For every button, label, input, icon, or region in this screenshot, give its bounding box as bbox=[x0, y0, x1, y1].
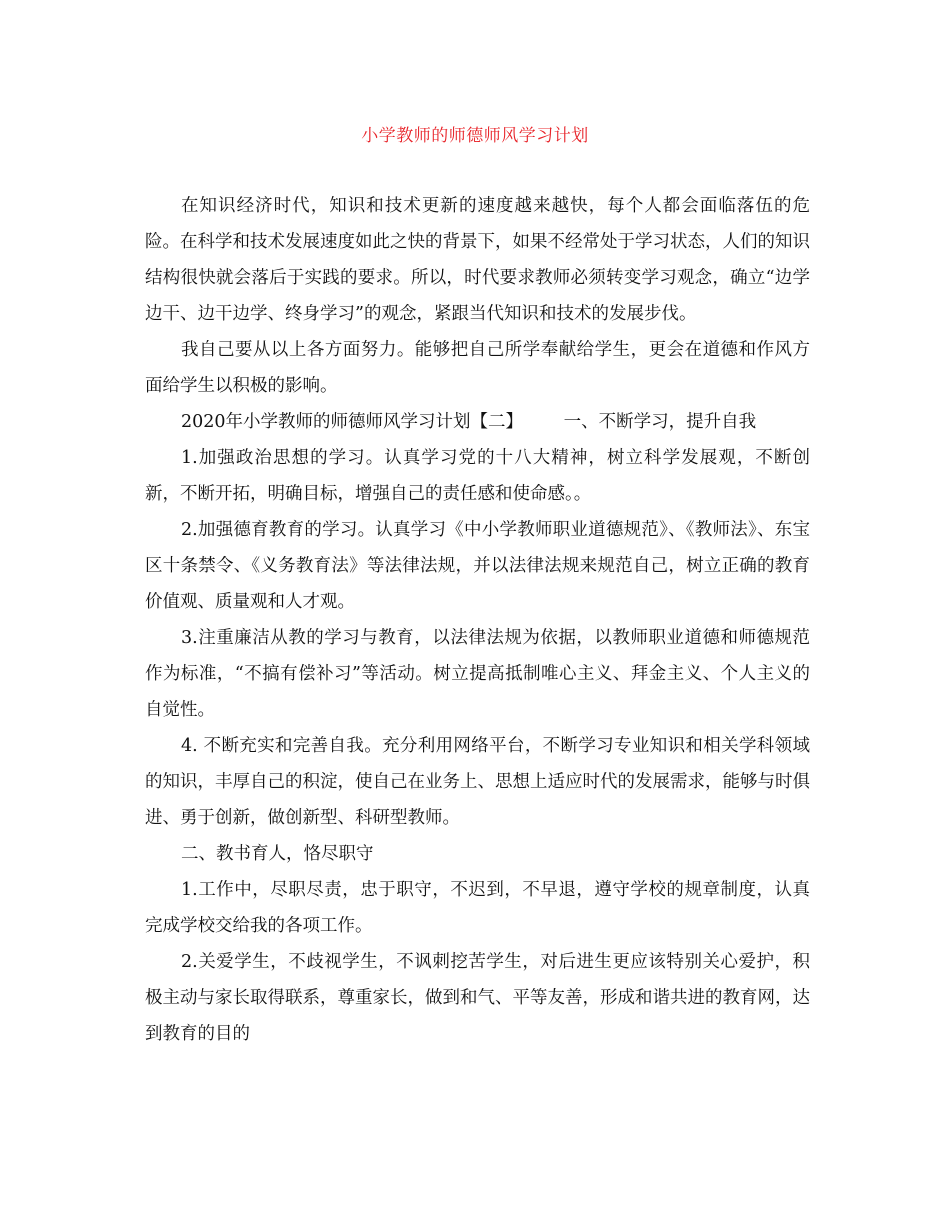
document-body bbox=[145, 188, 810, 1052]
paragraph: 4. 不断充实和完善自我。充分利用网络平台，不断学习专业知识和相关学科领域的知识，丰厚自己的积淀，使自己在业务上、思想上适应时代的发展需求，能够与时俱进、勇于创新，做创新型、科研型教师。 bbox=[145, 736, 810, 828]
paragraph: 1.工作中，尽职尽责，忠于职守，不迟到，不早退，遵守学校的规章制度，认真完成学校交给我的各项工作。 bbox=[145, 880, 810, 936]
paragraph: 在知识经济时代，知识和技术更新的速度越来越快，每个人都会面临落伍的危险。在科学和技术发展速度如此之快的背景下，如果不经常处于学习状态，人们的知识结构很快就会落后于实践的要求。所以，时代要求教师必须转变学习观念，确立“边学边干、边干边学、终身学习”的观念，紧跟当代知识和技术的发展步伐。 bbox=[145, 196, 810, 324]
paragraph: 2.加强德育教育的学习。认真学习《中小学教师职业道德规范》、《教师法》、东宝区十条禁令、《义务教育法》等法律法规，并以法律法规来规范自己，树立正确的教育价值观、质量观和人才观。 bbox=[145, 520, 810, 612]
paragraph: 我自己要从以上各方面努力。能够把自己所学奉献给学生，更会在道德和作风方面给学生以积极的影响。 bbox=[145, 340, 810, 396]
section-heading: 二、教书育人，恪尽职守 bbox=[181, 844, 374, 864]
paragraph: 3.注重廉洁从教的学习与教育，以法律法规为依据，以教师职业道德和师德规范作为标准，“不搞有偿补习”等活动。树立提高抵制唯心主义、拜金主义、个人主义的自觉性。 bbox=[145, 628, 810, 720]
paragraph: 1.加强政治思想的学习。认真学习党的十八大精神，树立科学发展观，不断创新，不断开拓，明确目标，增强自己的责任感和使命感。。 bbox=[145, 448, 810, 504]
paragraph: 2.关爱学生，不歧视学生，不讽刺挖苦学生，对后进生更应该特别关心爱护，积极主动与家长取得联系，尊重家长，做到和气、平等友善，形成和谐共进的教育网，达到教育的目的 bbox=[145, 952, 810, 1044]
document-title: 小学教师的师德师风学习计划 bbox=[361, 126, 589, 146]
paragraph: 2020年小学教师的师德师风学习计划【二】 一、不断学习，提升自我 bbox=[181, 412, 757, 432]
